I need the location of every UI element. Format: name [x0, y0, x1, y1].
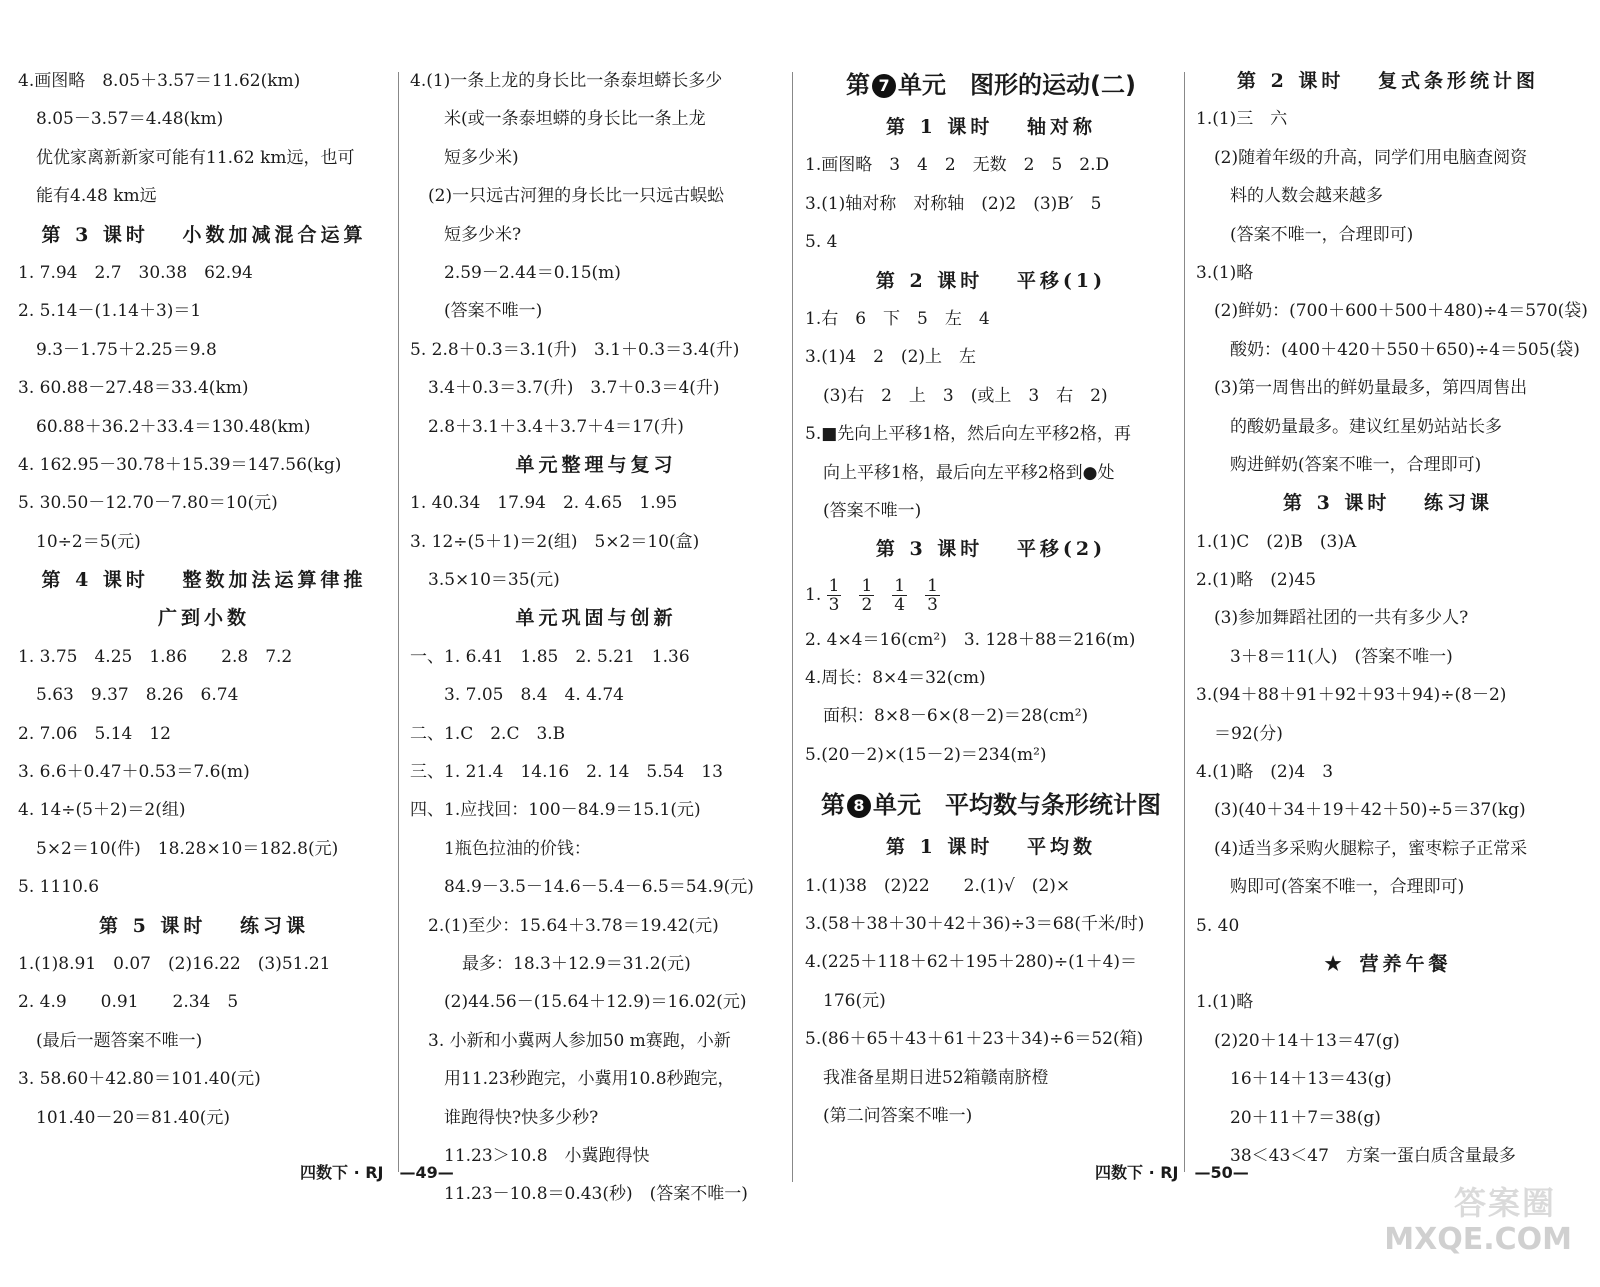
star-icon: ★ [1324, 952, 1346, 975]
line-text: 4.(225＋118＋62＋195＋280)÷(1＋4)＝ [805, 952, 1138, 973]
line-text: 11.23＞10.8 小冀跑得快 [444, 1145, 650, 1166]
answer-line [1196, 139, 1580, 177]
answer-line [410, 62, 782, 100]
answer-line [410, 139, 782, 177]
answer-line [1196, 369, 1580, 407]
answer-line [18, 791, 390, 829]
line-text: 2. 5.14－(1.14＋3)＝1 [18, 301, 202, 322]
line-text: (答案不唯一) [823, 500, 922, 521]
line-text: 谁跑得快?快多少秒? [444, 1107, 599, 1128]
line-text: 第 4 课时 整数加法运算律推 [41, 569, 367, 592]
section-heading [410, 446, 782, 484]
answer-line [1196, 177, 1580, 215]
unit-prefix: 第 [821, 791, 845, 820]
line-text: 4.画图略 8.05＋3.57＝11.62(km) [18, 71, 301, 91]
answer-line [18, 830, 390, 868]
line-text: 广到小数 [157, 607, 250, 630]
line-text: 购即可(答案不唯一，合理即可) [1230, 877, 1465, 898]
line-text: 38＜43＜47 方案一蛋白质含量最多 [1230, 1145, 1516, 1166]
line-text: 第 3 课时 练习课 [1282, 492, 1494, 515]
line-text: 3. 小新和小冀两人参加50 m赛跑，小新 [428, 1030, 731, 1051]
line-text: 3. 12÷(5＋1)＝2(组) 5×2＝10(盒) [410, 531, 700, 552]
line-text: 向上平移1格，最后向左平移2格到●处 [823, 462, 1115, 483]
line-text: 第 3 课时 平移(2) [875, 538, 1107, 561]
answer-line [805, 338, 1177, 376]
line-text: 用11.23秒跑完，小冀用10.8秒跑完， [444, 1069, 735, 1090]
answer-line [18, 945, 390, 983]
line-text: (4)适当多采购火腿粽子，蜜枣粽子正常采 [1214, 838, 1528, 859]
line-text: 5.63 9.37 8.26 6.74 [36, 685, 239, 706]
answer-line [805, 492, 1177, 530]
answer-line [805, 697, 1177, 735]
unit-title: 单元 平均数与条形统计图 [873, 791, 1161, 820]
answer-line [1196, 1099, 1580, 1137]
line-text: 面积：8×8－6×(8－2)＝28(cm²) [823, 706, 1089, 727]
answer-line [18, 638, 390, 676]
line-text: 5. 1110.6 [18, 877, 100, 898]
answer-line [805, 377, 1177, 415]
line-text: 米(或一条泰坦蟒的身长比一条上龙 [444, 109, 706, 130]
line-text: 优优家离新新家可能有11.62 km远，也可 [36, 147, 355, 168]
answer-line [410, 945, 782, 983]
line-text: (2)一只远古河狸的身长比一只远古蜈蚣 [428, 186, 725, 207]
line-text: 20＋11＋7＝38(g) [1230, 1107, 1381, 1128]
section-heading [805, 530, 1177, 568]
line-text: 3. 60.88－27.48＝33.4(km) [18, 378, 249, 399]
line-text: 短多少米) [444, 147, 519, 168]
answer-line [1196, 830, 1580, 868]
line-text: ＝92(分) [1214, 723, 1283, 744]
line-text: 能有4.48 km远 [36, 186, 157, 207]
answer-line [1196, 983, 1580, 1021]
answer-line [410, 523, 782, 561]
answer-line [805, 300, 1177, 338]
answer-line [410, 408, 782, 446]
answer-line [410, 254, 782, 292]
answer-line [410, 715, 782, 753]
line-text: 1.右 6 下 5 左 4 [805, 308, 990, 329]
answer-line [18, 868, 390, 906]
line-text: (3)(40＋34＋19＋42＋50)÷5＝37(kg) [1214, 800, 1526, 821]
unit-8-heading [805, 782, 1177, 828]
line-text: 1.(1)38 (2)22 2.(1)√ (2)× [805, 875, 1071, 896]
line-text: 一、1. 6.41 1.85 2. 5.21 1.36 [410, 646, 690, 667]
section-heading [410, 599, 782, 637]
line-text: 5. 4 [805, 232, 838, 253]
line-text: (2)随着年级的升高，同学们用电脑查阅资 [1214, 147, 1528, 168]
answer-line [410, 1175, 782, 1213]
line-text: 5×2＝10(件) 18.28×10＝182.8(元) [36, 838, 339, 859]
line-text: 四、1.应找回：100－84.9＝15.1(元) [410, 800, 701, 821]
line-text: 4.(1)一条上龙的身长比一条泰坦蟒长多少 [410, 71, 723, 91]
answer-line [805, 1059, 1177, 1097]
answer-line [18, 177, 390, 215]
line-text: 3.(1)4 2 (2)上 左 [805, 347, 977, 368]
answer-line [1196, 753, 1580, 791]
answer-line [1196, 791, 1580, 829]
line-text: 16＋14＋13＝43(g) [1230, 1069, 1392, 1090]
answer-line [805, 905, 1177, 943]
line-text: 第 2 课时 平移(1) [875, 269, 1107, 292]
line-text: 第 1 课时 轴对称 [885, 116, 1097, 138]
section-heading [1196, 62, 1580, 100]
answer-line [1196, 446, 1580, 484]
line-text: 176(元) [823, 990, 886, 1011]
answer-line [410, 676, 782, 714]
unit-number-badge: 8 [847, 794, 871, 818]
line-text: 1. 40.34 17.94 2. 4.65 1.95 [410, 493, 678, 514]
line-text: (3)第一周售出的鲜奶量最多，第四周售出 [1214, 378, 1528, 399]
answer-line [1196, 868, 1580, 906]
section-heading [18, 561, 390, 599]
unit-number-badge: 7 [872, 74, 896, 98]
line-text: 酸奶：(400＋420＋550＋650)÷4＝505(袋) [1230, 339, 1580, 360]
line-text: (2)20＋14＋13＝47(g) [1214, 1030, 1400, 1051]
answer-line [410, 292, 782, 330]
answer-line [18, 254, 390, 292]
answer-line [1196, 216, 1580, 254]
answer-line [805, 621, 1177, 659]
answer-line [1196, 1137, 1580, 1175]
line-text: 1.(1)C (2)B (3)A [1196, 531, 1357, 552]
answer-line [18, 1022, 390, 1060]
answer-line [1196, 676, 1580, 714]
line-text: 2. 7.06 5.14 12 [18, 723, 171, 744]
answer-line [1196, 1022, 1580, 1060]
line-text: 营养午餐 [1359, 952, 1452, 975]
column-1 [18, 62, 390, 1137]
answer-line [805, 736, 1177, 774]
line-text: 短多少米? [444, 224, 522, 245]
answer-line [18, 139, 390, 177]
section-heading [1196, 484, 1580, 522]
answer-line [18, 484, 390, 522]
line-text: (3)参加舞蹈社团的一共有多少人? [1214, 608, 1469, 629]
answer-line [18, 983, 390, 1021]
answer-line [1196, 331, 1580, 369]
line-text: 5. 30.50－12.70－7.80＝10(元) [18, 493, 278, 514]
line-text: 8.05－3.57＝4.48(km) [36, 109, 224, 130]
answer-line [410, 1060, 782, 1098]
line-text: 2.(1)略 (2)45 [1196, 570, 1317, 591]
answer-line [1196, 100, 1580, 138]
line-text: 1.(1)三 六 [1196, 109, 1288, 130]
answer-line [18, 523, 390, 561]
line-text: 101.40－20＝81.40(元) [36, 1107, 231, 1128]
answer-line [18, 100, 390, 138]
fraction: $\frac{1}{3}$ [828, 575, 840, 615]
line-text: 5.(86＋65＋43＋61＋23＋34)÷6＝52(箱) [805, 1029, 1144, 1050]
answer-line [18, 715, 390, 753]
line-text: 1.(1)8.91 0.07 (2)16.22 (3)51.21 [18, 953, 331, 974]
section-heading [18, 599, 390, 637]
answer-line [18, 292, 390, 330]
answer-line [410, 791, 782, 829]
answer-line [18, 446, 390, 484]
line-text: 10÷2＝5(元) [36, 531, 141, 552]
answer-line [410, 983, 782, 1021]
line-text: 84.9－3.5－14.6－5.4－6.5＝54.9(元) [444, 877, 754, 898]
answer-line [1196, 715, 1580, 753]
fraction-answer-line [805, 569, 1177, 621]
column-2 [410, 62, 782, 1214]
line-text: 3＋8＝11(人) (答案不唯一) [1230, 646, 1453, 667]
unit-title: 单元 图形的运动(二) [898, 71, 1136, 99]
answer-line [805, 982, 1177, 1020]
line-text: 1.画图略 3 4 2 无数 2 5 2.D [805, 155, 1110, 176]
line-text: 2.59－2.44＝0.15(m) [444, 262, 621, 283]
answer-line [410, 1022, 782, 1060]
line-text: 3.(94＋88＋91＋92＋93＋94)÷(8－2) [1196, 685, 1507, 706]
line-text: 1瓶色拉油的价钱： [444, 838, 591, 859]
line-text: 11.23－10.8＝0.43(秒) (答案不唯一) [444, 1184, 748, 1205]
line-text: (2)鲜奶：(700＋600＋500＋480)÷4＝570(袋) [1214, 301, 1588, 322]
watermark-logo: 答案圈 [1454, 1184, 1557, 1222]
answer-line [1196, 292, 1588, 330]
line-text: 5. 2.8＋0.3＝3.1(升) 3.1＋0.3＝3.4(升) [410, 339, 740, 360]
answer-line [18, 753, 390, 791]
line-text: 2. 4.9 0.91 2.34 5 [18, 992, 239, 1013]
answer-line [410, 369, 782, 407]
answer-line [805, 185, 1177, 223]
section-heading [1196, 945, 1580, 983]
fraction: $\frac{1}{2}$ [861, 575, 873, 615]
answer-line [1196, 599, 1580, 637]
answer-line [805, 659, 1177, 697]
line-text: (最后一题答案不唯一) [36, 1030, 203, 1051]
line-text: 5.■先向上平移1格，然后向左平移2格，再 [805, 424, 1131, 445]
answer-line [18, 62, 390, 100]
watermark-url: MXQE.COM [1384, 1222, 1572, 1257]
answer-line [805, 415, 1177, 453]
answer-line [410, 638, 782, 676]
line-text: 9.3－1.75＋2.25＝9.8 [36, 339, 217, 360]
line-text: 购进鲜奶(答案不唯一，合理即可) [1230, 454, 1482, 475]
fraction: $\frac{1}{3}$ [927, 575, 938, 615]
line-text: 2. 4×4＝16(cm²) 3. 128＋88＝216(m) [805, 629, 1136, 650]
line-text: 1. 3.75 4.25 1.86 2.8 7.2 [18, 646, 293, 667]
line-text: 第 1 课时 平均数 [885, 836, 1097, 859]
line-text: 料的人数会越来越多 [1230, 186, 1383, 207]
line-text: 3.5×10＝35(元) [428, 570, 560, 591]
answer-line [805, 1097, 1177, 1135]
line-text: 3.(58＋38＋30＋42＋36)÷3＝68(千米/时) [805, 914, 1145, 935]
answer-line [1196, 561, 1580, 599]
line-text: 第 3 课时 小数加减混合运算 [41, 223, 367, 246]
answer-line [410, 907, 782, 945]
answer-line [18, 408, 390, 446]
line-text: 我准备星期日进52箱赣南脐橙 [823, 1067, 1049, 1088]
answer-line [410, 100, 782, 138]
line-text: 3. 7.05 8.4 4. 4.74 [444, 685, 624, 706]
answer-line [18, 369, 390, 407]
line-text: (2)44.56－(15.64＋12.9)＝16.02(元) [444, 992, 747, 1013]
line-text: (答案不唯一，合理即可) [1230, 224, 1414, 245]
line-text: 4. 14÷(5＋2)＝2(组) [18, 800, 186, 821]
answer-line [410, 1137, 782, 1175]
line-text: (3)右 2 上 3 (或上 3 右 2) [823, 385, 1108, 406]
section-heading [805, 828, 1177, 866]
page-footer-right: 四数下 · RJ —50— [1095, 1163, 1249, 1182]
line-text: 1. 7.94 2.7 30.38 62.94 [18, 262, 253, 283]
line-text: 4.周长：8×4＝32(cm) [805, 668, 986, 689]
line-text: 3. 6.6＋0.47＋0.53＝7.6(m) [18, 762, 250, 783]
line-text: 单元巩固与创新 [515, 607, 677, 630]
answer-line [805, 943, 1177, 981]
answer-line [1196, 907, 1580, 945]
answer-line [1196, 638, 1580, 676]
line-text: 第 2 课时 复式条形统计图 [1236, 70, 1540, 92]
line-text: 单元整理与复习 [515, 453, 677, 476]
line-text: 最多：18.3＋12.9＝31.2(元) [462, 953, 691, 974]
answer-line [18, 676, 390, 714]
line-text: 4.(1)略 (2)4 3 [1196, 762, 1334, 783]
answer-line [410, 753, 782, 791]
line-text: 3. 58.60＋42.80＝101.40(元) [18, 1069, 261, 1090]
fraction: $\frac{1}{4}$ [894, 575, 906, 615]
column-3 [805, 62, 1177, 1135]
line-text: 三、1. 21.4 14.16 2. 14 5.54 13 [410, 762, 723, 783]
answer-line [1196, 523, 1580, 561]
answer-line [1196, 408, 1580, 446]
column-4 [1196, 62, 1588, 1175]
question-number: 1. [805, 584, 827, 605]
answer-line [410, 484, 782, 522]
answer-line [1196, 1060, 1580, 1098]
line-text: 4. 162.95－30.78＋15.39＝147.56(kg) [18, 454, 342, 475]
line-text: 1.(1)略 [1196, 992, 1254, 1013]
line-text: 第 5 课时 练习课 [98, 914, 310, 937]
answer-line [805, 1020, 1177, 1058]
line-text: 60.88＋36.2＋33.4＝130.48(km) [36, 416, 311, 437]
line-text: 5.(20－2)×(15－2)＝234(m²) [805, 744, 1047, 765]
answer-line [410, 868, 782, 906]
line-text: 二、1.C 2.C 3.B [410, 723, 566, 744]
column-divider [792, 72, 793, 1182]
line-text: (答案不唯一) [444, 301, 543, 322]
answer-line [805, 223, 1177, 261]
line-text: 3.(1)轴对称 对称轴 (2)2 (3)B′ 5 [805, 193, 1102, 214]
answer-line [18, 1060, 390, 1098]
answer-line [410, 561, 782, 599]
answer-line [410, 177, 782, 215]
answer-line [410, 216, 782, 254]
unit-7-heading [805, 62, 1177, 108]
line-text: 2.(1)至少：15.64＋3.78＝19.42(元) [428, 915, 719, 936]
answer-line [410, 331, 782, 369]
unit-prefix: 第 [846, 71, 871, 99]
answer-line [410, 1099, 782, 1137]
page-footer-left: 四数下 · RJ —49— [300, 1163, 454, 1182]
section-heading [805, 262, 1177, 300]
answer-line [1196, 254, 1580, 292]
answer-line [18, 331, 390, 369]
section-heading [18, 907, 390, 945]
line-text: (第二问答案不唯一) [823, 1105, 973, 1126]
line-text: 5. 40 [1196, 915, 1240, 936]
answer-line [805, 454, 1177, 492]
line-text: 的酸奶量最多。建议红星奶站站长多 [1230, 416, 1502, 437]
column-divider [398, 72, 399, 1172]
section-heading [805, 108, 1177, 146]
section-heading [18, 216, 390, 254]
answer-line [410, 830, 782, 868]
line-text: 3.(1)略 [1196, 262, 1254, 283]
line-text: 3.4＋0.3＝3.7(升) 3.7＋0.3＝4(升) [428, 378, 720, 399]
answer-line [805, 867, 1177, 905]
answer-line [805, 146, 1177, 184]
answer-line [18, 1099, 390, 1137]
column-divider [1184, 72, 1185, 1172]
line-text: 2.8＋3.1＋3.4＋3.7＋4＝17(升) [428, 416, 684, 437]
